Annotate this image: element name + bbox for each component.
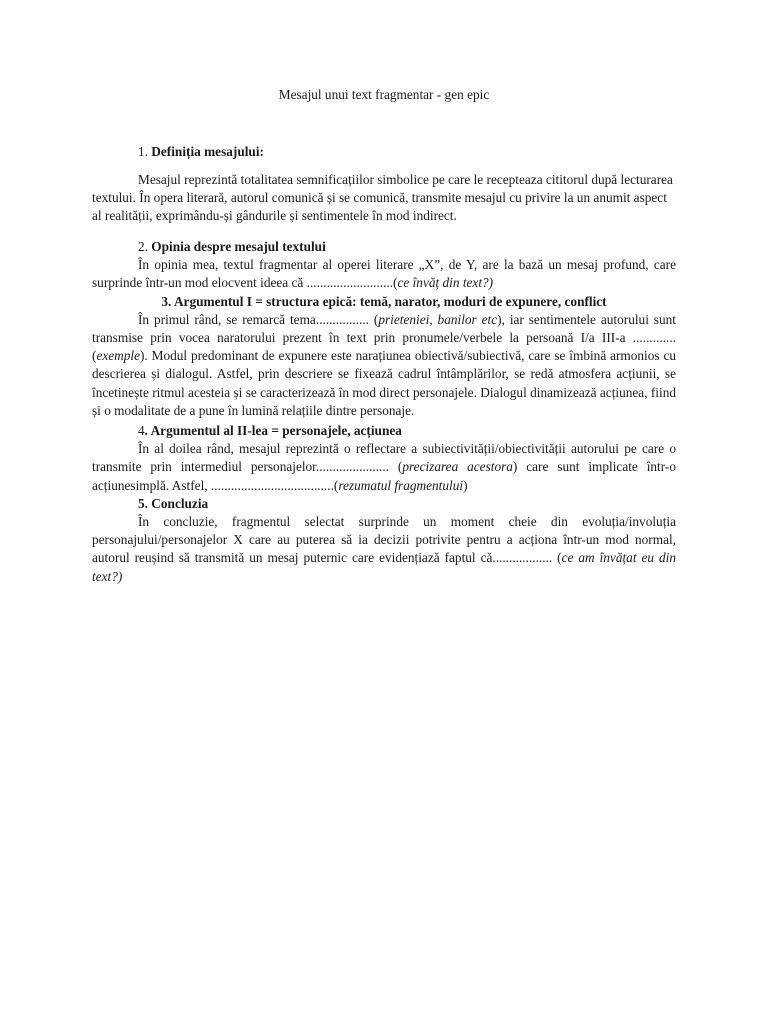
- opinion-paragraph: [92, 256, 676, 292]
- section-heading-text: 5. Concluzia: [138, 495, 209, 511]
- section-definition: [92, 143, 676, 161]
- section-heading-2: [92, 238, 676, 256]
- page-title: Mesajul unui text fragmentar - gen epic: [278, 87, 490, 102]
- definition-paragraph: Mesajul reprezintă totalitatea semnificațiilor simbolice pe care le recepteaza cititorul după lecturarea textului. În opera literară, autorul comunică și se comunică, transmite mesajul cu privire la un anumit aspect al realității, exprimându-și gândurile și sentimentele în mod indirect.: [92, 172, 673, 224]
- section-heading-3: 3. Argumentul I = structura epică: temă, narator, moduri de expunere, conflict: [161, 293, 607, 309]
- opinion-text: În opinia mea, textul fragmentar al operei literare „X”, de Y, are la bază un mesaj profund, care surprinde într-un mod elocvent ideea că ..........................(: [92, 257, 676, 291]
- argument-2-text: ): [463, 477, 468, 493]
- section-heading-1: [92, 143, 676, 161]
- argument-2-paragraph: [92, 440, 676, 495]
- conclusion-text: În concluzie, fragmentul selectat surprinde un moment cheie din evoluția/involuția personajului/personajelor X care au puterea să ia decizii potrivite pentru a acționa într-un mod normal, autorul reușind să transmită un mesaj puternic care evidențiază faptul că.................. (: [92, 514, 676, 566]
- argument-1-text: În primul rând, se remarcă tema................ (: [138, 311, 379, 327]
- argument-1-paragraph: [92, 311, 676, 420]
- argument-1-text: ), iar sentimentele autorului sunt transmise prin vocea naratorului prezent în text prin pronumele/verbele la persoană I/a III-a .............(: [92, 311, 676, 364]
- section-heading-text: Opinia despre mesajul textului: [151, 239, 326, 254]
- section-heading-text: Definiția mesajului:: [151, 144, 264, 159]
- section-heading-4: [92, 422, 676, 440]
- argument-2-hint: rezumatul fragmentului: [338, 477, 464, 493]
- section-argument-2: [92, 422, 676, 586]
- section-number: 1.: [138, 144, 152, 159]
- conclusion-hint: ce am învățat eu din text?): [92, 550, 676, 584]
- argument-2-hint: precizarea acestora: [402, 459, 513, 475]
- argument-2-text: În al doilea rând, mesajul reprezintă o reflectare a subiectivității/obiectivității autorului pe care o transmite prin intermediul personajelor...................... (: [92, 441, 676, 475]
- argument-1-text: ). Modul predominant de expunere este narațiunea obiectivă/subiectivă, care se îmbină armonios cu descrierea și dialogul. Astfel, prin descriere se fixează cadrul întâmplărilor, se redă atmosfera acțiunii, se încetinește ritmul acesteia și se caracterizează în mod direct personajele. Dialogul dinamizează acțiunea, fiind și o modalitate de a pune în lumină relațiile dintre personaje.: [92, 348, 676, 418]
- argument-2-text: ) care sunt implicate într-o acțiunesimplă. Astfel, .....................................(: [92, 459, 676, 493]
- section-number: 4: [138, 423, 145, 438]
- section-number: 2.: [138, 239, 152, 254]
- section-opinion: [92, 238, 676, 420]
- opinion-hint: ce învăț din text?): [397, 275, 494, 291]
- section-heading-text: . Argumentul al II-lea = personajele, acțiunea: [144, 423, 402, 438]
- section-heading-5: [92, 495, 676, 513]
- argument-1-hint: prieteniei, banilor etc: [378, 311, 498, 327]
- argument-1-hint: exemple: [96, 348, 140, 364]
- conclusion-paragraph: [92, 513, 676, 586]
